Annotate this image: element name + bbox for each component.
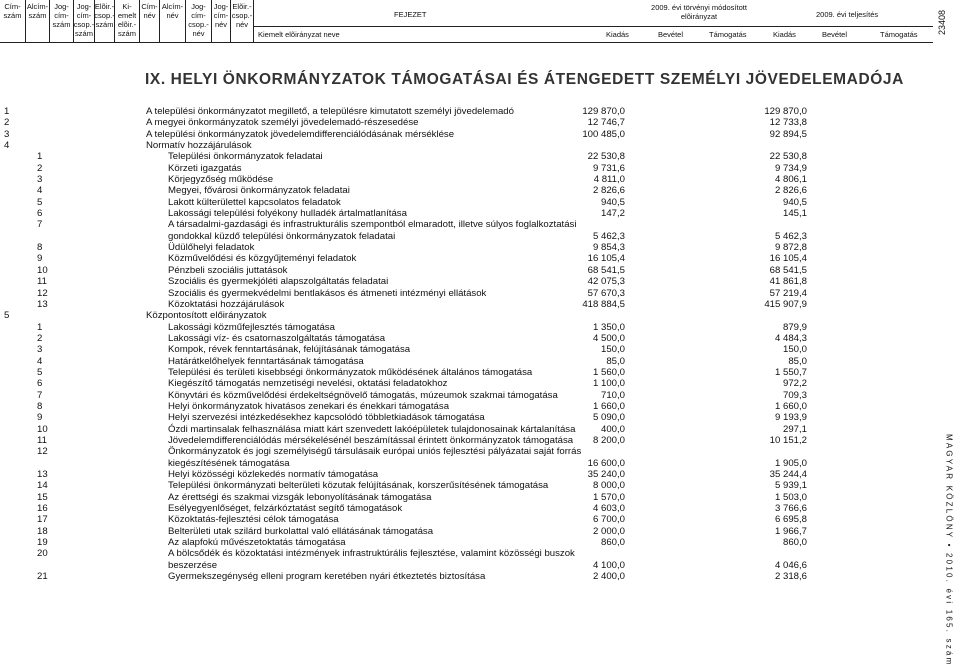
row-value-modositott-tamogatas: 16 105,4 bbox=[587, 253, 625, 265]
row-value-teljesites-tamogatas: 1 905,0 bbox=[774, 457, 807, 469]
row-value-teljesites-tamogatas: 4 484,3 bbox=[774, 332, 807, 344]
table-row bbox=[0, 117, 840, 128]
row-value-teljesites-tamogatas: 1 503,0 bbox=[774, 491, 807, 503]
table-row bbox=[0, 503, 840, 514]
row-label: Kiegészítő támogatás nemzetiségi nevelési, oktatási feladatokhoz bbox=[168, 378, 448, 390]
header-sub-tamogatas-2: Támogatás bbox=[880, 30, 918, 39]
row-label: Az alapfokú művészetoktatás támogatása bbox=[168, 537, 346, 549]
row-value-teljesites-tamogatas: 9 734,9 bbox=[774, 162, 807, 174]
header-sub-bevetel-1: Bevétel bbox=[658, 30, 684, 39]
table-row bbox=[0, 390, 840, 401]
row-alcim-number: 19 bbox=[37, 537, 48, 549]
table-row bbox=[0, 140, 840, 151]
row-value-teljesites-tamogatas: 9 872,8 bbox=[774, 242, 807, 254]
row-value-teljesites-tamogatas: 415 907,9 bbox=[764, 298, 807, 310]
row-label: Körjegyzőség működése bbox=[168, 174, 274, 186]
row-value-modositott-tamogatas: 1 560,0 bbox=[592, 366, 625, 378]
row-value-modositott-tamogatas: 400,0 bbox=[600, 423, 625, 435]
table-row bbox=[0, 548, 840, 571]
row-label: Körzeti igazgatás bbox=[168, 162, 242, 174]
row-alcim-number: 11 bbox=[37, 276, 47, 288]
table-row bbox=[0, 242, 840, 253]
row-value-teljesites-tamogatas: 85,0 bbox=[788, 355, 807, 367]
row-label: Esélyegyenlőséget, felzárkóztatást segítő támogatások bbox=[168, 503, 403, 515]
row-label: Belterületi utak szilárd burkolattal való ellátásának támogatása bbox=[168, 525, 434, 537]
row-value-teljesites-tamogatas: 57 219,4 bbox=[769, 287, 807, 299]
header-sub-kiadas-1: Kiadás bbox=[606, 30, 629, 39]
row-label: Könyvtári és közművelődési érdekeltségnövelő támogatás, múzeumok szakmai támogatása bbox=[168, 389, 558, 401]
row-value-modositott-tamogatas: 35 240,0 bbox=[587, 469, 625, 480]
row-alcim-number: 10 bbox=[37, 423, 48, 435]
row-value-teljesites-tamogatas: 129 870,0 bbox=[764, 106, 807, 117]
row-value-teljesites-tamogatas: 16 105,4 bbox=[769, 253, 807, 265]
row-label: Normatív hozzájárulások bbox=[146, 140, 252, 152]
row-value-teljesites-tamogatas: 879,9 bbox=[782, 321, 807, 333]
row-alcim-number: 16 bbox=[37, 503, 48, 515]
header-sub-tamogatas-1: Támogatás bbox=[709, 30, 747, 39]
row-alcim-number: 2 bbox=[37, 162, 43, 174]
row-value-teljesites-tamogatas: 150,0 bbox=[782, 344, 807, 356]
row-alcim-number: 7 bbox=[37, 219, 43, 231]
row-value-modositott-tamogatas: 2 400,0 bbox=[592, 571, 625, 583]
row-value-modositott-tamogatas: 4 100,0 bbox=[592, 559, 625, 571]
row-label: Települési önkormányzati belterületi közutak felújításának, korszerűsítésének támogatása bbox=[168, 480, 549, 492]
header-fejezet: FEJEZET bbox=[394, 10, 427, 19]
row-alcim-number: 6 bbox=[37, 208, 43, 220]
row-label: Határátkelőhelyek fenntartásának támogatása bbox=[168, 355, 364, 367]
row-label: Helyi közösségi közlekedés normatív támogatása bbox=[168, 469, 379, 480]
row-value-modositott-tamogatas: 129 870,0 bbox=[582, 106, 625, 117]
row-value-modositott-tamogatas: 710,0 bbox=[600, 389, 625, 401]
row-value-teljesites-tamogatas: 9 193,9 bbox=[774, 412, 807, 424]
row-alcim-number: 1 bbox=[37, 321, 43, 333]
table-row bbox=[0, 526, 840, 537]
header-col: Jog- cím- név bbox=[212, 0, 231, 42]
row-label: A települési önkormányzatok jövedelemdifferenciálódásának mérséklése bbox=[146, 128, 455, 140]
row-label: Települési önkormányzatok feladatai bbox=[168, 151, 323, 163]
header-sub-kiadas-2: Kiadás bbox=[773, 30, 796, 39]
table-row bbox=[0, 197, 840, 208]
row-value-modositott-tamogatas: 1 660,0 bbox=[592, 400, 625, 412]
table-row bbox=[0, 492, 840, 503]
row-cim-number: 3 bbox=[4, 128, 10, 140]
row-value-teljesites-tamogatas: 68 541,5 bbox=[769, 264, 807, 276]
row-alcim-number: 12 bbox=[37, 446, 48, 458]
row-alcim-number: 7 bbox=[37, 389, 43, 401]
table-row bbox=[0, 344, 840, 355]
row-value-modositott-tamogatas: 1 100,0 bbox=[592, 378, 625, 390]
header-col: Jog- cím- csop.- szám bbox=[74, 0, 95, 42]
table-row bbox=[0, 412, 840, 423]
header-col: Elõir.- csop.- név bbox=[231, 0, 254, 42]
row-label: Jövedelemdifferenciálódás mérsékelésénél beszámítással érintett önkormányzatok támogatása bbox=[168, 434, 574, 446]
row-value-teljesites-tamogatas: 860,0 bbox=[782, 537, 807, 549]
table-row bbox=[0, 480, 840, 491]
row-value-modositott-tamogatas: 85,0 bbox=[606, 355, 625, 367]
row-cim-number: 1 bbox=[4, 106, 10, 117]
row-value-teljesites-tamogatas: 12 733,8 bbox=[769, 117, 807, 129]
row-value-teljesites-tamogatas: 1 966,7 bbox=[774, 525, 807, 537]
table-row bbox=[0, 288, 840, 299]
table-row bbox=[0, 435, 840, 446]
row-cim-number: 2 bbox=[4, 117, 10, 129]
table-row bbox=[0, 219, 840, 242]
header-col: Ki- emelt elõir.- szám bbox=[115, 0, 140, 42]
row-value-modositott-tamogatas: 68 541,5 bbox=[587, 264, 625, 276]
row-alcim-number: 13 bbox=[37, 469, 48, 480]
row-value-modositott-tamogatas: 9 854,3 bbox=[592, 242, 625, 254]
row-value-modositott-tamogatas: 5 090,0 bbox=[592, 412, 625, 424]
row-value-modositott-tamogatas: 12 746,7 bbox=[587, 117, 625, 129]
row-value-teljesites-tamogatas: 972,2 bbox=[782, 378, 807, 390]
row-value-modositott-tamogatas: 2 000,0 bbox=[592, 525, 625, 537]
row-alcim-number: 3 bbox=[37, 344, 43, 356]
row-value-modositott-tamogatas: 4 811,0 bbox=[593, 174, 625, 186]
row-value-modositott-tamogatas: 57 670,3 bbox=[587, 287, 625, 299]
header-col: Jog- cím- csop.- név bbox=[186, 0, 212, 42]
section-title: IX. HELYI ÖNKORMÁNYZATOK TÁMOGATÁSAI ÉS ÁTENGEDETT SZEMÉLYI JÖVEDELEMADÓJA bbox=[145, 71, 904, 88]
row-alcim-number: 9 bbox=[37, 253, 43, 265]
row-value-modositott-tamogatas: 5 462,3 bbox=[592, 230, 625, 242]
row-label: Központosított előirányzatok bbox=[146, 310, 267, 322]
row-value-teljesites-tamogatas: 1 660,0 bbox=[774, 400, 807, 412]
table-row bbox=[0, 174, 840, 185]
row-label: Települési és területi kisebbségi önkormányzatok működésének általános támogatása bbox=[168, 366, 533, 378]
row-alcim-number: 6 bbox=[37, 378, 43, 390]
row-label: Közoktatási hozzájárulások bbox=[168, 298, 285, 310]
row-value-teljesites-tamogatas: 2 826,6 bbox=[774, 185, 807, 197]
row-label: A társadalmi-gazdasági és infrastrukturális szempontból elmaradott, illetve súlyos foglalkoztatási gondokkal küzdő települési önkormányzatok feladatai bbox=[168, 219, 577, 242]
table-row bbox=[0, 446, 840, 469]
row-label: Üdülőhelyi feladatok bbox=[168, 242, 255, 254]
header-right bbox=[254, 0, 933, 42]
row-alcim-number: 2 bbox=[37, 332, 43, 344]
row-alcim-number: 14 bbox=[37, 480, 48, 492]
table-row bbox=[0, 356, 840, 367]
row-value-teljesites-tamogatas: 145,1 bbox=[782, 208, 807, 220]
row-label: Szociális és gyermekvédelmi bentlakásos és átmeneti intézményi ellátások bbox=[168, 287, 487, 299]
row-value-modositott-tamogatas: 22 530,8 bbox=[587, 151, 625, 163]
header-modositott: 2009. évi törvényi módosított elõirányzat bbox=[651, 3, 747, 21]
row-value-modositott-tamogatas: 418 884,5 bbox=[582, 298, 625, 310]
row-alcim-number: 3 bbox=[37, 174, 43, 186]
row-label: Lakott külterülettel kapcsolatos feladatok bbox=[168, 196, 341, 208]
row-label: Lakossági közműfejlesztés támogatása bbox=[168, 321, 335, 333]
row-label: A megyei önkormányzatok személyi jövedelemadó-részesedése bbox=[146, 117, 419, 129]
row-value-modositott-tamogatas: 8 200,0 bbox=[592, 434, 625, 446]
header-col: Elõir.- csop.- szám bbox=[95, 0, 115, 42]
header-col: Jog- cím- szám bbox=[50, 0, 74, 42]
table-row bbox=[0, 378, 840, 389]
row-value-teljesites-tamogatas: 10 151,2 bbox=[769, 434, 807, 446]
table-row bbox=[0, 129, 840, 140]
table-row bbox=[0, 424, 840, 435]
row-value-teljesites-tamogatas: 35 244,4 bbox=[769, 469, 807, 480]
page-number: 23408 bbox=[937, 9, 947, 35]
row-value-teljesites-tamogatas: 709,3 bbox=[782, 389, 807, 401]
row-label: Ózdi martinsalak felhasználása miatt kárt szenvedett lakóépületek tulajdonosainak kártalanítása bbox=[168, 423, 576, 435]
row-label: Közoktatás-fejlesztési célok támogatása bbox=[168, 514, 339, 526]
table-row bbox=[0, 163, 840, 174]
row-alcim-number: 17 bbox=[37, 514, 48, 526]
row-alcim-number: 13 bbox=[37, 298, 48, 310]
row-label: Az érettségi és szakmai vizsgák lebonyolításának támogatása bbox=[168, 491, 432, 503]
table-row bbox=[0, 185, 840, 196]
row-label: A települési önkormányzatot megillető, a településre kimutatott személyi jövedelemadó bbox=[146, 106, 514, 117]
row-value-modositott-tamogatas: 860,0 bbox=[600, 537, 625, 549]
row-value-modositott-tamogatas: 1 570,0 bbox=[592, 491, 625, 503]
row-alcim-number: 9 bbox=[37, 412, 43, 424]
row-value-teljesites-tamogatas: 297,1 bbox=[782, 423, 807, 435]
row-value-teljesites-tamogatas: 41 861,8 bbox=[769, 276, 807, 288]
row-cim-number: 4 bbox=[4, 140, 10, 152]
row-alcim-number: 10 bbox=[37, 264, 48, 276]
row-value-teljesites-tamogatas: 940,5 bbox=[782, 196, 807, 208]
row-value-modositott-tamogatas: 4 603,0 bbox=[592, 503, 625, 515]
table-row bbox=[0, 367, 840, 378]
table-row bbox=[0, 333, 840, 344]
table-row bbox=[0, 253, 840, 264]
header-col: Cím- szám bbox=[0, 0, 26, 42]
row-value-teljesites-tamogatas: 1 550,7 bbox=[774, 366, 807, 378]
table-row bbox=[0, 310, 840, 321]
row-alcim-number: 5 bbox=[37, 196, 43, 208]
row-alcim-number: 8 bbox=[37, 242, 43, 254]
row-value-modositott-tamogatas: 150,0 bbox=[600, 344, 625, 356]
row-label: Közművelődési és közgyűjteményi feladatok bbox=[168, 253, 357, 265]
row-value-modositott-tamogatas: 1 350,0 bbox=[592, 321, 625, 333]
row-value-modositott-tamogatas: 147,2 bbox=[600, 208, 625, 220]
row-value-modositott-tamogatas: 8 000,0 bbox=[592, 480, 625, 492]
table-row bbox=[0, 208, 840, 219]
row-value-modositott-tamogatas: 2 826,6 bbox=[592, 185, 625, 197]
row-label: Szociális és gyermekjóléti alapszolgáltatás feladatai bbox=[168, 276, 389, 288]
table-row bbox=[0, 514, 840, 525]
side-caption: MAGYAR KÖZLÖNY • 2010. évi 165. szám bbox=[944, 433, 954, 666]
row-value-modositott-tamogatas: 6 700,0 bbox=[592, 514, 625, 526]
row-label: Megyei, fővárosi önkormányzatok feladatai bbox=[168, 185, 350, 197]
row-alcim-number: 5 bbox=[37, 366, 43, 378]
row-label: Helyi szervezési intézkedésekhez kapcsolódó többletkiadások támogatása bbox=[168, 412, 485, 424]
header-sub-bevetel-2: Bevétel bbox=[822, 30, 848, 39]
header-col: Alcím- szám bbox=[26, 0, 50, 42]
row-label: A bölcsődék és közoktatási intézmények infrastruktúrális fejlesztése, valamint közösségi buszok beszerzése bbox=[168, 548, 575, 571]
row-alcim-number: 15 bbox=[37, 491, 48, 503]
table-row bbox=[0, 299, 840, 310]
row-label: Lakossági víz- és csatornaszolgáltatás támogatása bbox=[168, 332, 386, 344]
row-label: Gyermekszegénység elleni program keretében nyári étkeztetés biztosítása bbox=[168, 571, 486, 583]
budget-table bbox=[0, 106, 840, 582]
row-value-modositott-tamogatas: 42 075,3 bbox=[587, 276, 625, 288]
row-value-teljesites-tamogatas: 3 766,6 bbox=[774, 503, 807, 515]
row-alcim-number: 8 bbox=[37, 400, 43, 412]
row-value-teljesites-tamogatas: 92 894,5 bbox=[769, 128, 807, 140]
header-kiemelt: Kiemelt elõirányzat neve bbox=[258, 30, 340, 39]
row-alcim-number: 1 bbox=[37, 151, 43, 163]
row-alcim-number: 18 bbox=[37, 525, 48, 537]
row-label: Kompok, révek fenntartásának, felújításának támogatása bbox=[168, 344, 411, 356]
row-value-teljesites-tamogatas: 2 318,6 bbox=[774, 571, 807, 583]
row-value-teljesites-tamogatas: 4 046,6 bbox=[774, 559, 807, 571]
row-cim-number: 5 bbox=[4, 310, 10, 322]
row-value-modositott-tamogatas: 4 500,0 bbox=[592, 332, 625, 344]
row-value-teljesites-tamogatas: 6 695,8 bbox=[774, 514, 807, 526]
row-value-modositott-tamogatas: 16 600,0 bbox=[587, 457, 625, 469]
table-row bbox=[0, 571, 840, 582]
table-row bbox=[0, 265, 840, 276]
row-alcim-number: 12 bbox=[37, 287, 48, 299]
row-alcim-number: 4 bbox=[37, 355, 43, 367]
table-row bbox=[0, 469, 840, 480]
row-alcim-number: 4 bbox=[37, 185, 43, 197]
row-value-teljesites-tamogatas: 5 939,1 bbox=[774, 480, 807, 492]
row-value-teljesites-tamogatas: 22 530,8 bbox=[769, 151, 807, 163]
row-label: Önkormányzatok és jogi személyiségű társulásaik európai uniós fejlesztési pályázatai saját forrás kiegészítésének támogatása bbox=[168, 446, 582, 469]
row-value-modositott-tamogatas: 9 731,6 bbox=[592, 162, 625, 174]
header-col: Alcím- név bbox=[160, 0, 186, 42]
table-row bbox=[0, 537, 840, 548]
row-alcim-number: 21 bbox=[37, 571, 48, 583]
table-row bbox=[0, 106, 840, 117]
table-row bbox=[0, 322, 840, 333]
row-label: Lakossági települési folyékony hulladék ártalmatlanítása bbox=[168, 208, 407, 220]
header-teljesites: 2009. évi teljesítés bbox=[816, 10, 879, 19]
header-divider bbox=[254, 26, 933, 27]
row-label: Pénzbeli szociális juttatások bbox=[168, 264, 288, 276]
table-row bbox=[0, 151, 840, 162]
row-value-teljesites-tamogatas: 4 806,1 bbox=[774, 174, 807, 186]
row-alcim-number: 20 bbox=[37, 548, 48, 560]
table-row bbox=[0, 276, 840, 287]
table-header bbox=[0, 0, 933, 43]
header-col: Cím- név bbox=[140, 0, 160, 42]
row-value-modositott-tamogatas: 940,5 bbox=[600, 196, 625, 208]
table-row bbox=[0, 401, 840, 412]
row-alcim-number: 11 bbox=[37, 434, 47, 446]
row-label: Helyi önkormányzatok hivatásos zenekari és énekkari támogatása bbox=[168, 400, 450, 412]
row-value-teljesites-tamogatas: 5 462,3 bbox=[774, 230, 807, 242]
row-value-modositott-tamogatas: 100 485,0 bbox=[582, 128, 625, 140]
